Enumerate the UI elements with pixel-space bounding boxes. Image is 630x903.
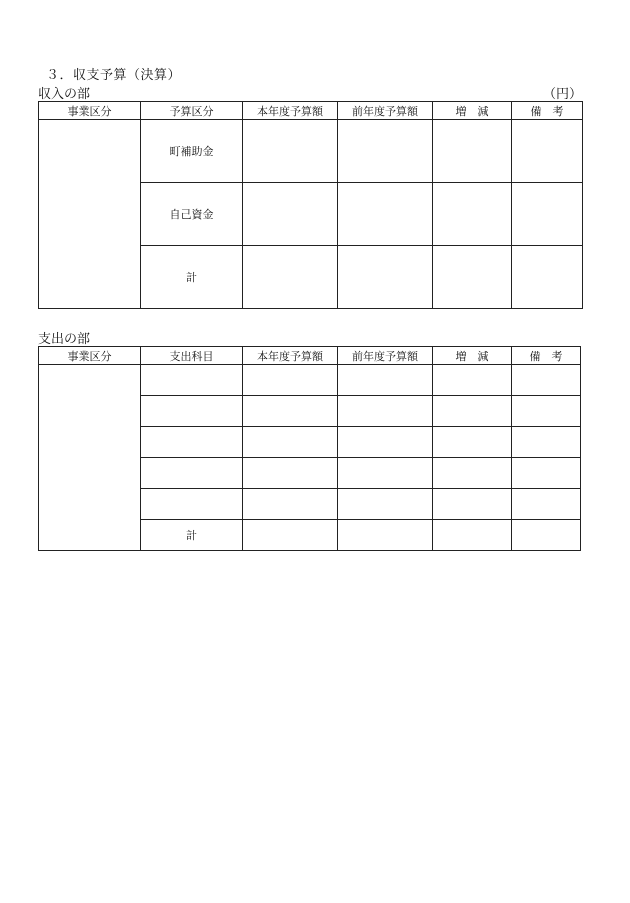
expense-current-year-cell[interactable] <box>243 458 338 489</box>
income-table <box>38 101 583 309</box>
expense-total-label: 計 <box>141 520 243 551</box>
income-header-remarks: 備 考 <box>512 102 583 120</box>
expense-remarks-cell[interactable] <box>512 489 581 520</box>
income-header-current-year-budget: 本年度予算額 <box>243 102 338 120</box>
income-current-year-cell[interactable] <box>243 246 338 309</box>
income-item-label: 自己資金 <box>141 183 243 246</box>
expense-header-change: 増 減 <box>433 347 512 365</box>
income-current-year-cell[interactable] <box>243 120 338 183</box>
income-current-year-cell[interactable] <box>243 183 338 246</box>
expense-item-cell[interactable] <box>141 365 243 396</box>
income-header-row <box>39 102 583 120</box>
expense-remarks-cell[interactable] <box>512 396 581 427</box>
income-total-label: 計 <box>141 246 243 309</box>
income-change-cell[interactable] <box>433 246 512 309</box>
expense-previous-year-cell[interactable] <box>338 489 433 520</box>
expense-header-row <box>39 347 581 365</box>
expense-table <box>38 346 581 551</box>
expense-header-business-category: 事業区分 <box>39 347 141 365</box>
expense-current-year-cell[interactable] <box>243 396 338 427</box>
income-header-budget-category: 予算区分 <box>141 102 243 120</box>
income-header-previous-year-budget: 前年度予算額 <box>338 102 433 120</box>
expense-item-cell[interactable] <box>141 458 243 489</box>
income-change-cell[interactable] <box>433 120 512 183</box>
expense-change-cell[interactable] <box>433 458 512 489</box>
document-heading: ３．収支予算（決算） <box>46 68 182 83</box>
expense-change-cell[interactable] <box>433 520 512 551</box>
expense-remarks-cell[interactable] <box>512 458 581 489</box>
expense-remarks-cell[interactable] <box>512 520 581 551</box>
income-remarks-cell[interactable] <box>512 183 583 246</box>
expense-previous-year-cell[interactable] <box>338 520 433 551</box>
income-header-business-category: 事業区分 <box>39 102 141 120</box>
expense-remarks-cell[interactable] <box>512 427 581 458</box>
expense-previous-year-cell[interactable] <box>338 458 433 489</box>
expense-change-cell[interactable] <box>433 365 512 396</box>
table-row <box>39 365 581 396</box>
expense-header-previous-year-budget: 前年度予算額 <box>338 347 433 365</box>
income-section-label: 収入の部 <box>38 87 91 102</box>
income-previous-year-cell[interactable] <box>338 120 433 183</box>
expense-previous-year-cell[interactable] <box>338 365 433 396</box>
expense-remarks-cell[interactable] <box>512 365 581 396</box>
table-row <box>39 120 583 183</box>
income-previous-year-cell[interactable] <box>338 246 433 309</box>
income-previous-year-cell[interactable] <box>338 183 433 246</box>
expense-item-cell[interactable] <box>141 396 243 427</box>
expense-header-remarks: 備 考 <box>512 347 581 365</box>
income-remarks-cell[interactable] <box>512 246 583 309</box>
income-header-change: 増 減 <box>433 102 512 120</box>
expense-previous-year-cell[interactable] <box>338 427 433 458</box>
income-item-label: 町補助金 <box>141 120 243 183</box>
income-business-category-cell[interactable] <box>39 120 141 309</box>
expense-change-cell[interactable] <box>433 396 512 427</box>
expense-current-year-cell[interactable] <box>243 365 338 396</box>
expense-business-category-cell[interactable] <box>39 365 141 551</box>
expense-header-current-year-budget: 本年度予算額 <box>243 347 338 365</box>
income-change-cell[interactable] <box>433 183 512 246</box>
expense-header-expense-item: 支出科目 <box>141 347 243 365</box>
expense-current-year-cell[interactable] <box>243 427 338 458</box>
expense-item-cell[interactable] <box>141 489 243 520</box>
expense-section-label: 支出の部 <box>38 332 91 347</box>
expense-current-year-cell[interactable] <box>243 489 338 520</box>
unit-label: （円） <box>543 87 583 102</box>
expense-previous-year-cell[interactable] <box>338 396 433 427</box>
expense-item-cell[interactable] <box>141 427 243 458</box>
expense-change-cell[interactable] <box>433 427 512 458</box>
expense-current-year-cell[interactable] <box>243 520 338 551</box>
income-remarks-cell[interactable] <box>512 120 583 183</box>
expense-change-cell[interactable] <box>433 489 512 520</box>
